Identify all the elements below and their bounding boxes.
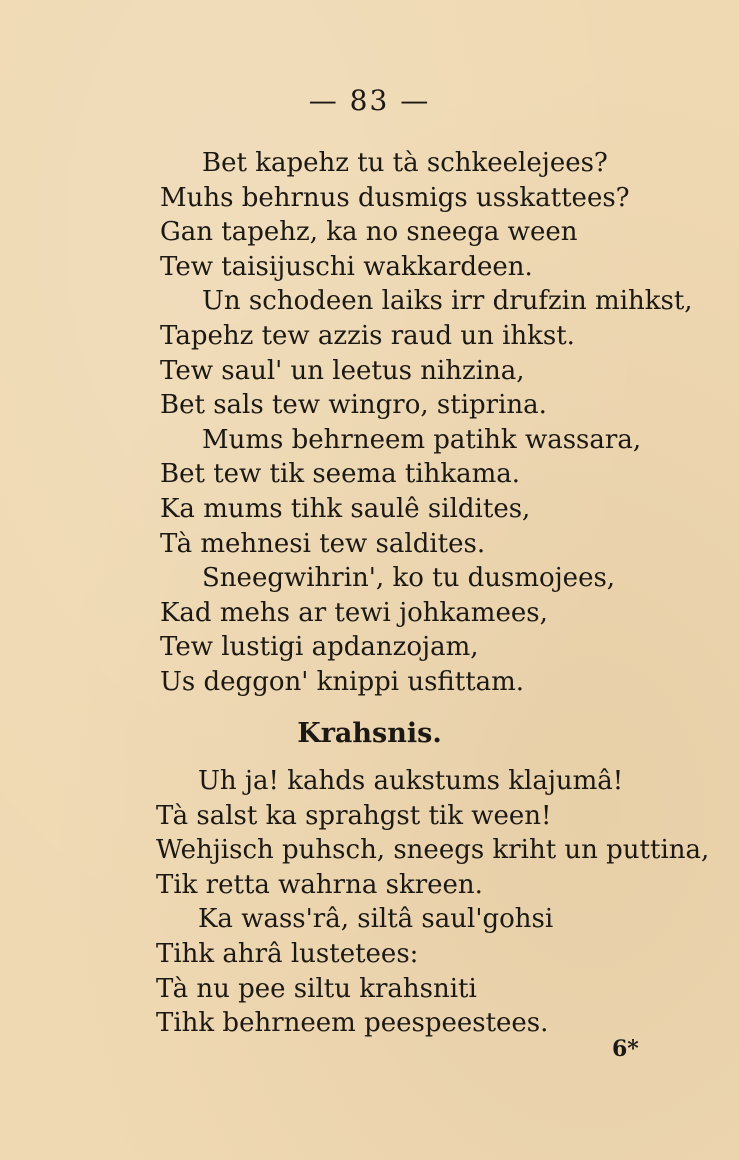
poem-line: Tew saul' un leetus nihzina,: [160, 355, 525, 386]
poem-line: Bet tew tik seema tihkama.: [160, 459, 521, 490]
poem-line: Kad mehs ar tewi johkamees,: [160, 597, 548, 628]
page-number: — 83 —: [308, 84, 431, 117]
poem-snowman: [160, 146, 693, 700]
poem-line: Sneegwihrin', ko tu dusmojees,: [202, 563, 616, 594]
poem-line: Wehjisch puhsch, sneegs kriht un puttina,: [156, 835, 710, 866]
poem-line: Tihk behrneem peespeestees.: [156, 1008, 549, 1039]
poem-line: Un schodeen laiks irr drufzin mihkst,: [202, 286, 693, 317]
poem-line: Tà nu pee siltu krahsniti: [156, 973, 477, 1004]
poem-stove: [156, 764, 710, 1041]
poem-line: Uh ja! kahds aukstums klajumâ!: [198, 766, 624, 796]
poem-line: Bet kapehz tu tà schkeelejees?: [202, 148, 608, 178]
poem-line: Tew taisijuschi wakkardeen.: [160, 251, 533, 282]
poem-line: Tihk ahrâ lustetees:: [156, 938, 419, 969]
poem-line: Bet sals tew wingro, stiprina.: [160, 390, 547, 421]
section-title: Krahsnis.: [297, 718, 442, 749]
poem-line: Ka mums tihk saulê sildites,: [160, 493, 531, 524]
poem-line: Tà salst ka sprahgst tik ween!: [156, 800, 552, 831]
poem-line: Tew lustigi apdanzojam,: [160, 632, 479, 663]
poem-line: Tapehz tew azzis raud un ihkst.: [160, 320, 575, 351]
poem-line: Muhs behrnus dusmigs usskattees?: [160, 182, 630, 213]
poem-line: Us deggon' knippi usfittam.: [160, 666, 525, 697]
poem-line: Gan tapehz, ka no sneega ween: [160, 217, 578, 248]
signature-mark: 6*: [612, 1036, 639, 1062]
poem-line: Mums behrneem patihk wassara,: [202, 424, 642, 455]
poem-line: Tà mehnesi tew saldites.: [160, 528, 486, 559]
poem-line: Ka wass'râ, siltâ saul'gohsi: [198, 904, 554, 935]
poem-line: Tik retta wahrna skreen.: [156, 869, 483, 900]
